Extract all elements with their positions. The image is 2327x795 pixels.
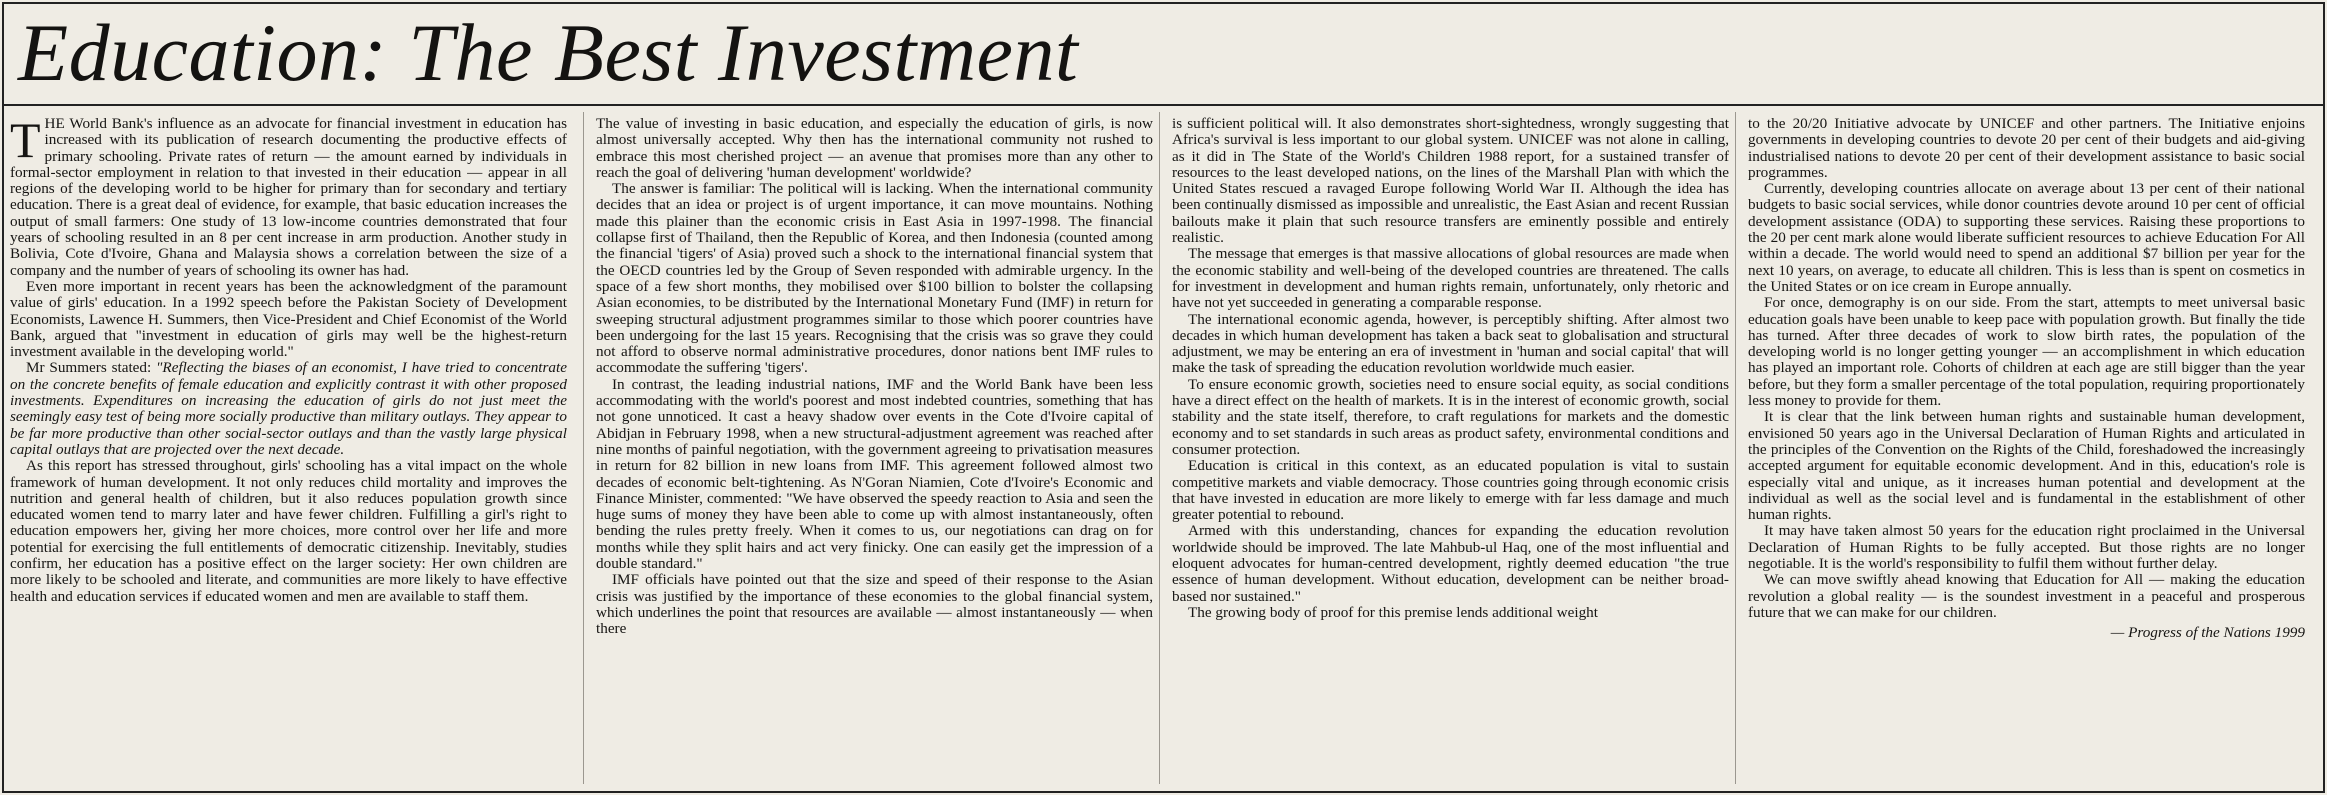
column-divider [1159,112,1160,784]
paragraph: It may have taken almost 50 years for the education right proclaimed in the Universal Declaration of Human Rights to be fully accepted. But those rights are no longer negotiable. It is the world's responsibility to fulfil them without further delay. [1748,522,2305,573]
column-divider [1735,112,1736,784]
paragraph: We can move swiftly ahead knowing that Education for All — making the education revolution a global reality — is the soundest investment in a peaceful and prosperous future that we can make for our children. [1748,571,2305,621]
paragraph: In contrast, the leading industrial nations, IMF and the World Bank have been less accommodating with the world's poorest and most indebted countries, something that has not gone unnoticed. It cast a heavy shadow over events in the Cote d'Ivoire capital of Abidjan in February 1998, when a new structural-adjustment agreement was reached after nine months of painful negotiation, with the government agreeing to privatisation measures in return for 82 billion in new loans from IMF. This agreement followed almost two decades of economic belt-tightening. As N'Goran Niamien, Cote d'Ivoire's Economic and Finance Minister, commented: "We have observed the speedy reaction to Asia and seen the huge sums of money they have been able to come up with almost instantaneously, often bending the rules pretty freely. When it comes to us, our negotiations can drag on for months while they split hairs and act very finicky. One can easily get the impression of a double standard." [596,375,1153,573]
paragraph: As this report has stressed throughout, girls' schooling has a vital impact on the whole framework of human development. It not only reduces child mortality and improves the nutrition and general health of children, but it also reduces population growth since educated women tend to marry later and have fewer children. Fulfilling a girl's right to education empowers her, giving her more choices, more control over her life and more potential for exercising the full entitlements of democratic citizenship. Inevitably, studies confirm, her education has a positive effect on the larger society: Her own children are more likely to be schooled and literate, and communities are more likely to have effective health and education services if educated women and men are available to staff them. [10,457,567,605]
headline: Education: The Best Investment [18,7,1079,98]
drop-cap: T [10,116,41,168]
source-attribution: — Progress of the Nations 1999 [2110,624,2305,642]
paragraph: Armed with this understanding, chances for expanding the education revolution worldwide should be improved. The late Mahbub-ul Haq, one of the most influential and eloquent advocates for human-centred development, rightly deemed education "the true essence of human development. Without education, development can be neither broad-based nor sustained." [1172,522,1729,605]
paragraph: Currently, developing countries allocate on average about 13 per cent of their national budgets to basic social services, while donor countries devote around 10 per cent of official development assistance (ODA) to supporting these services. Raising these proportions to the 20 per cent mark alone would liberate sufficient resources to achieve Education For All within a decade. The world would need to spend an additional $7 billion per year for the next 10 years, on average, to educate all children. This is less than is spent on cosmetics in the United States or on ice cream in Europe annually. [1748,180,2305,295]
paragraph: IMF officials have pointed out that the size and speed of their response to the Asian crisis was justified by the importance of these economies to the global financial system, which underlines the point that resources are available — almost instantaneously — when there [596,571,1153,638]
paragraph: For once, demography is on our side. From the start, attempts to meet universal basic education goals have been unable to keep pace with population growth. But finally the tide has turned. After three decades of work to slow birth rates, the population of the developing world is no longer getting younger — an accomplishment in which education has played an important role. Cohorts of children at each age are still bigger than the year before, but they form a smaller percentage of the total population, requiring proportionately less money to provide for them. [1748,294,2305,410]
paragraph: The answer is familiar: The political will is lacking. When the international community decides that an idea or project is of urgent importance, it can move mountains. Nothing made this plainer than the economic crisis in East Asia in 1997-1998. The financial collapse first of Thailand, then the Republic of Korea, and then Indonesia (counted among the financial 'tigers' of Asia) proved such a shock to the international financial system that the OECD countries led by the Group of Seven responded with admirable urgency. In the space of a few short months, they mobilised over $100 billion to bolster the collapsing Asian economies, to be distributed by the International Monetary Fund (IMF) in return for sweeping structural adjustment programmes similar to those which poorer countries have been undergoing for the last 15 years. Recognising that the crisis was so grave they could not afford to observe normal administrative procedures, donor nations bent IMF rules to accommodate the suffering 'tigers'. [596,180,1153,377]
article-column-3 [1172,116,1729,788]
paragraph: The message that emerges is that massive allocations of global resources are made when the economic stability and well-being of the developed countries are threatened. The calls for investment in development and human rights remain, unfortunately, only rhetoric and have not yet succeeded in generating a comparable response. [1172,245,1729,312]
paragraph: It is clear that the link between human rights and sustainable human development, envisioned 50 years ago in the Universal Declaration of Human Rights and articulated in the principles of the Convention on the Rights of the Child, foreshadowed the increasingly accepted argument for equitable economic development. And in this, education's role is especially vital and unique, as it increases human potential and development at the individual as well as the social level and is fundamental in the establishment of other human rights. [1748,408,2305,524]
paragraph: The international economic agenda, however, is perceptibly shifting. After almost two decades in which human development has taken a back seat to globalisation and structural adjustment, we may be entering an era of investment in 'human and social capital' that will make the task of spreading the education revolution worldwide much easier. [1172,310,1729,377]
column-divider [583,112,584,784]
article-column-4 [1748,116,2305,788]
paragraph: THE World Bank's influence as an advocate for financial investment in education has increased with its publication of research documenting the productive effects of primary schooling. Private rates of return — the amount earned by individuals in formal-sector employment in relation to that invested in their education — appear in all regions of the developing world to be higher for primary than for secondary and tertiary education. There is a great deal of evidence, for example, that basic education increases the output of small farmers: One study of 13 low-income countries demonstrated that four years of schooling resulted in an 8 per cent increase in arm production. Another study in Bolivia, Cote d'Ivoire, Ghana and Malaysia shows a correlation between the size of a company and the number of years of schooling its owner has had. [10,116,567,279]
paragraph: To ensure economic growth, societies need to ensure social equity, as social conditions have a direct effect on the health of markets. It is in the interest of economic growth, social stability and the state itself, therefore, to craft regulations for markets and the domestic economy and to set standards in such areas as product safety, environmental conditions and consumer protection. [1172,375,1729,458]
paragraph: to the 20/20 Initiative advocate by UNICEF and other partners. The Initiative enjoins governments in developing countries to devote 20 per cent of their budgets and aid-giving industrialised nations to devote 20 per cent of their development assistance to basic social programmes. [1748,116,2305,181]
paragraph: The value of investing in basic education, and especially the education of girls, is now almost universally accepted. Why then has the international community not rushed to embrace this most cherished project — an avenue that promises more than any other to reach the goal of delivering 'human development' worldwide? [596,116,1153,181]
quotation: "Reflecting the biases of an economist, I have tried to concentrate on the concrete benefits of female education and explicitly contrast it with other proposed investments. Expenditures on increasing the education of girls do not just meet the seemingly easy test of being more socially productive than military outlays. They appear to be far more productive than other social-sector outlays and than the vastly large physical capital outlays that are projected over the next decade. [10,359,567,458]
paragraph: Even more important in recent years has been the acknowledgment of the paramount value of girls' education. In a 1992 speech before the Pakistan Society of Development Economists, Lawence H. Summers, then Vice-President and Chief Economist of the World Bank, argued that "investment in education of girls may well be the highest-return investment available in the developing world." [10,277,567,361]
paragraph: Mr Summers stated: "Reflecting the biases of an economist, I have tried to concentrate on the concrete benefits of female education and explicitly contrast it with other proposed investments. Expenditures on increasing the education of girls do not just meet the seemingly easy test of being more socially productive than military outlays. They appear to be far more productive than other social-sector outlays and than the vastly large physical capital outlays that are projected over the next decade. [10,359,567,458]
article-column-1 [10,116,567,788]
paragraph: Education is critical in this context, as an educated population is vital to sustain competitive markets and viable democracy. Those countries going through economic crisis that have invested in education are more likely to emerge with far less damage and much greater potential to rebound. [1172,457,1729,524]
headline-rule [2,104,2325,106]
article-column-2 [596,116,1153,788]
paragraph: is sufficient political will. It also demonstrates short-sightedness, wrongly suggesting that Africa's survival is less important to our global system. UNICEF was not alone in calling, as it did in The State of the World's Children 1988 report, for a sustained transfer of resources to the least developed nations, on the lines of the Marshall Plan with which the United States rescued a ravaged Europe following World War II. Although the idea has been continually dismissed as impossible and unrealistic, the East Asian and recent Russian bailouts make it plain that such resource transfers are eminently possible and entirely realistic. [1172,116,1729,247]
paragraph: The growing body of proof for this premise lends additional weight [1188,603,1598,621]
